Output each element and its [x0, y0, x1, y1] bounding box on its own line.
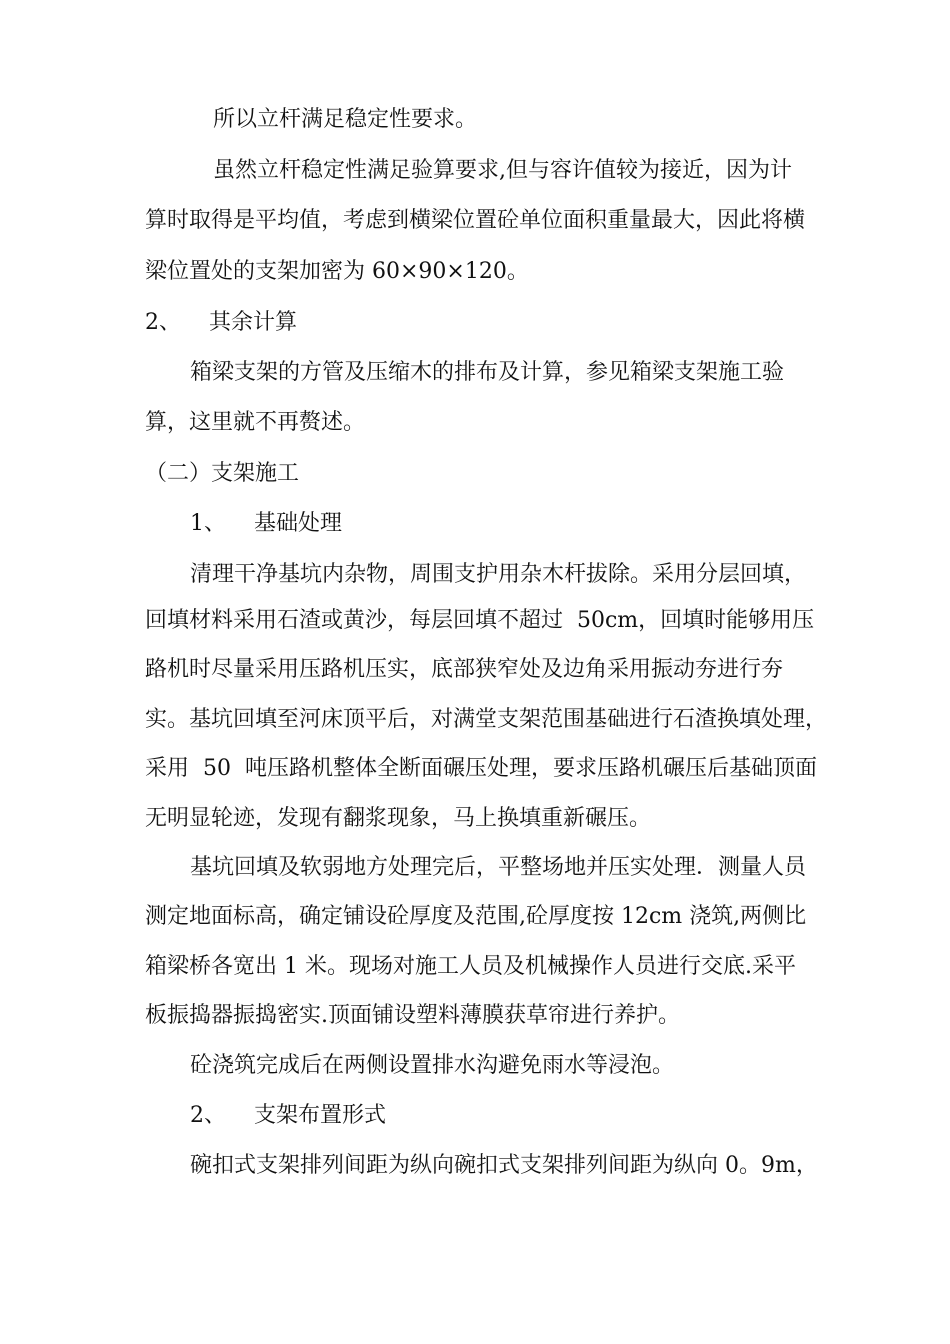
- paragraph-line: 实。基坑回填至河床顶平后，对满堂支架范围基础进行石渣换填处理，: [145, 707, 828, 732]
- paragraph-line: 回填材料采用石渣或黄沙，每层回填不超过 50cm，回填时能够用压: [145, 608, 815, 633]
- section-heading: 2、 支架布置形式: [190, 1103, 386, 1128]
- paragraph-line: 虽然立杆稳定性满足验算要求,但与容许值较为接近，因为计: [213, 158, 792, 183]
- paragraph-line: 基坑回填及软弱地方处理完后，平整场地并压实处理．测量人员: [190, 855, 807, 880]
- paragraph-line: 算，这里就不再赘述。: [145, 410, 366, 435]
- paragraph-line: 板振捣器振捣密实.顶面铺设塑料薄膜获草帘进行养护。: [145, 1003, 680, 1028]
- paragraph-line: 路机时尽量采用压路机压实，底部狭窄处及边角采用振动夯进行夯: [145, 657, 784, 682]
- paragraph-line: 无明显轮迹，发现有翻浆现象，马上换填重新碾压。: [145, 806, 652, 831]
- paragraph-line: 算时取得是平均值，考虑到横梁位置砼单位面积重量最大，因此将横: [145, 208, 806, 233]
- paragraph-line: 所以立杆满足稳定性要求。: [213, 107, 478, 132]
- paragraph-line: 梁位置处的支架加密为 60×90×120。: [145, 259, 529, 284]
- paragraph-line: 采用 50 吨压路机整体全断面碾压处理，要求压路机碾压后基础顶面: [145, 756, 817, 781]
- section-heading: 1、 基础处理: [190, 511, 342, 536]
- paragraph-line: 箱梁支架的方管及压缩木的排布及计算，参见箱梁支架施工验: [190, 360, 785, 385]
- section-heading: 2、 其余计算: [145, 310, 297, 335]
- paragraph-line: 测定地面标高，确定铺设砼厚度及范围,砼厚度按 12cm 浇筑,两侧比: [145, 904, 807, 929]
- paragraph-line: 砼浇筑完成后在两侧设置排水沟避免雨水等浸泡。: [190, 1053, 675, 1078]
- section-heading: （二）支架施工: [145, 461, 300, 486]
- paragraph-line: 碗扣式支架排列间距为纵向碗扣式支架排列间距为纵向 0。9m，: [190, 1153, 818, 1178]
- paragraph-line: 箱梁桥各宽出 1 米。现场对施工人员及机械操作人员进行交底.采平: [145, 954, 796, 979]
- paragraph-line: 清理干净基坑内杂物，周围支护用杂木杆拔除。采用分层回填，: [190, 562, 807, 587]
